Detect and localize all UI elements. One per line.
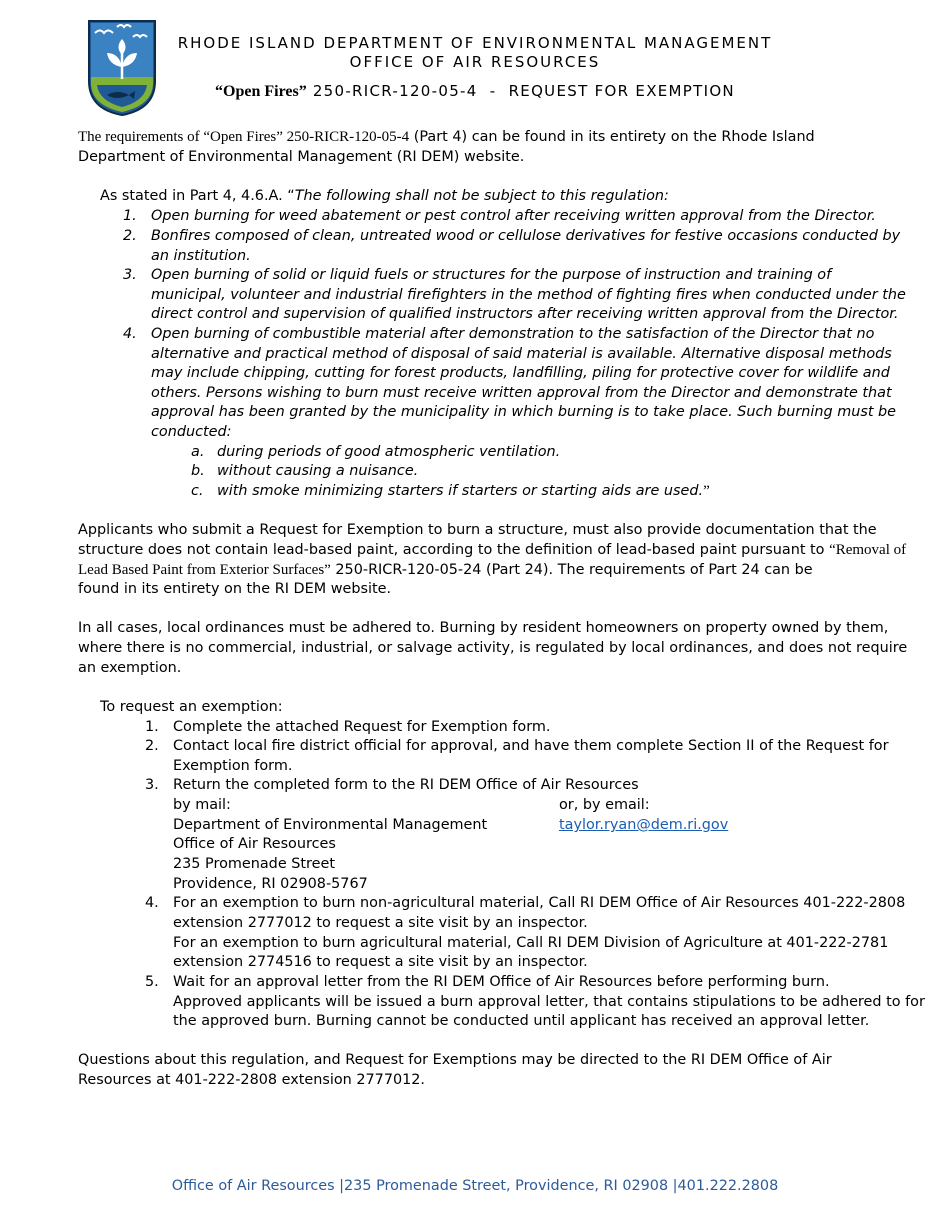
exemption-subitem-text: without causing a nuisance.	[217, 463, 419, 479]
step-2-line-1: Contact local fire district official for approval, and have them complete Section II of the Request for	[173, 738, 889, 754]
address-line: Providence, RI 02908-5767	[173, 876, 368, 892]
exemption-item-number: 2.	[123, 228, 137, 244]
exemption-item-number: 1.	[123, 208, 137, 224]
step-5-line-1: Wait for an approval letter from the RI DEM Office of Air Resources before performing burn.	[173, 974, 830, 990]
request-intro: To request an exemption:	[100, 699, 283, 715]
local-line-3: an exemption.	[78, 660, 182, 676]
structure-line-1: Applicants who submit a Request for Exemption to burn a structure, must also provide documentation that the	[78, 522, 877, 538]
exemption-item-line: an institution.	[151, 247, 251, 264]
step-5-number: 5.	[145, 974, 159, 990]
exemption-item-line: conducted:	[151, 424, 232, 440]
footer-contact: Office of Air Resources |235 Promenade Street, Providence, RI 02908 |401.222.2808	[171, 1178, 779, 1194]
exemption-item-line: alternative and practical method of disposal of said material is available. Alternative disposal methods	[151, 345, 892, 362]
exemption-item-line: Open burning for weed abatement or pest control after receiving written approval from the Director.	[151, 208, 876, 224]
exemption-subitem-letter: c.	[191, 483, 204, 499]
address-line: Office of Air Resources	[173, 836, 336, 852]
structure-line-2: structure does not contain lead-based paint, according to the definition of lead-based paint pursuant to “Removal of	[78, 542, 907, 558]
exemption-item-line: Bonfires composed of clean, untreated wood or cellulose derivatives for festive occasions conducted by	[151, 228, 901, 244]
header-title-rest: 250-RICR-120-05-4 - REQUEST FOR EXEMPTION	[306, 82, 735, 100]
exemption-item-line: may include chipping, cutting for forest products, landfilling, piling for protective cover for wildlife and	[151, 365, 890, 382]
header-title-quote: “Open Fires”	[215, 83, 307, 100]
header-department: RHODE ISLAND DEPARTMENT OF ENVIRONMENTAL MANAGEMENT	[177, 34, 773, 52]
exemption-item-line: Open burning of combustible material after demonstration to the satisfaction of the Director that no	[151, 326, 875, 342]
step-5-line-2: Approved applicants will be issued a burn approval letter, that contains stipulations to be adhered to for	[173, 994, 925, 1010]
step-3-by-email: or, by email:	[559, 797, 650, 813]
intro-line-2: Department of Environmental Management (RI DEM) website.	[78, 149, 525, 165]
exemption-item-line: direct control and supervision of qualified instructors after receiving written approval from the Director.	[151, 306, 899, 323]
questions-line-1: Questions about this regulation, and Request for Exemptions may be directed to the RI DEM Office of Air	[78, 1052, 832, 1068]
step-4-line-2: extension 2777012 to request a site visit by an inspector.	[173, 915, 588, 931]
email-link[interactable]: taylor.ryan@dem.ri.gov	[559, 817, 729, 833]
exemption-subitem-letter: b.	[191, 463, 205, 479]
closing-quote: ”	[703, 483, 710, 499]
step-3-by-mail: by mail:	[173, 797, 231, 813]
exemption-subitem-text: with smoke minimizing starters if starters or starting aids are used.”	[217, 483, 710, 499]
header-office: OFFICE OF AIR RESOURCES	[349, 53, 601, 71]
exemption-item-number: 3.	[123, 267, 137, 283]
step-1-text: Complete the attached Request for Exemption form.	[173, 719, 551, 735]
exemption-item-line: approval has been granted by the municipality in which burning is to take place. Such burning must be	[151, 404, 897, 421]
exemption-item-number: 4.	[123, 326, 137, 342]
ri-dem-logo	[87, 19, 157, 117]
exemption-subitem-text: during periods of good atmospheric ventilation.	[217, 444, 561, 460]
local-line-2: where there is no commercial, industrial, or salvage activity, is regulated by local ordinances, and does not require	[78, 640, 908, 656]
step-4-line-1: For an exemption to burn non-agricultural material, Call RI DEM Office of Air Resources 401-222-2808	[173, 895, 906, 911]
exemption-item-line: others. Persons wishing to burn must receive written approval from the Director and demonstrate that	[151, 384, 892, 401]
step-4-line-4: extension 2774516 to request a site visit by an inspector.	[173, 954, 588, 970]
step-1-number: 1.	[145, 719, 159, 735]
questions-line-2: Resources at 401-222-2808 extension 2777012.	[78, 1072, 426, 1088]
step-5-line-3: the approved burn. Burning cannot be conducted until applicant has received an approval letter.	[173, 1013, 870, 1029]
address-line: 235 Promenade Street	[173, 856, 335, 872]
structure-line-3: Lead Based Paint from Exterior Surfaces” 250-RICR-120-05-24 (Part 24). The requirements of Part 24 can be	[78, 562, 813, 578]
step-3-text: Return the completed form to the RI DEM Office of Air Resources	[173, 777, 639, 793]
structure-line-4: found in its entirety on the RI DEM website.	[78, 581, 392, 597]
step-2-line-2: Exemption form.	[173, 758, 293, 774]
step-4-line-3: For an exemption to burn agricultural material, Call RI DEM Division of Agriculture at 401-222-2781	[173, 935, 889, 951]
stated-intro: As stated in Part 4, 4.6.A. “The following shall not be subject to this regulation:	[100, 188, 669, 204]
exemption-item-line: Open burning of solid or liquid fuels or structures for the purpose of instruction and training of	[151, 267, 832, 283]
exemption-subitem-letter: a.	[191, 444, 205, 460]
header-title	[160, 82, 790, 101]
step-2-number: 2.	[145, 738, 159, 754]
step-3-number: 3.	[145, 777, 159, 793]
intro-line-1: The requirements of “Open Fires” 250-RICR-120-05-4 (Part 4) can be found in its entirety on the Rhode Island	[78, 129, 815, 145]
step-4-number: 4.	[145, 895, 159, 911]
local-line-1: In all cases, local ordinances must be adhered to. Burning by resident homeowners on property owned by them,	[78, 620, 889, 636]
address-line: Department of Environmental Management	[173, 817, 488, 833]
exemption-item-line: municipal, volunteer and industrial firefighters in the method of fighting fires when conducted under the	[151, 286, 906, 303]
